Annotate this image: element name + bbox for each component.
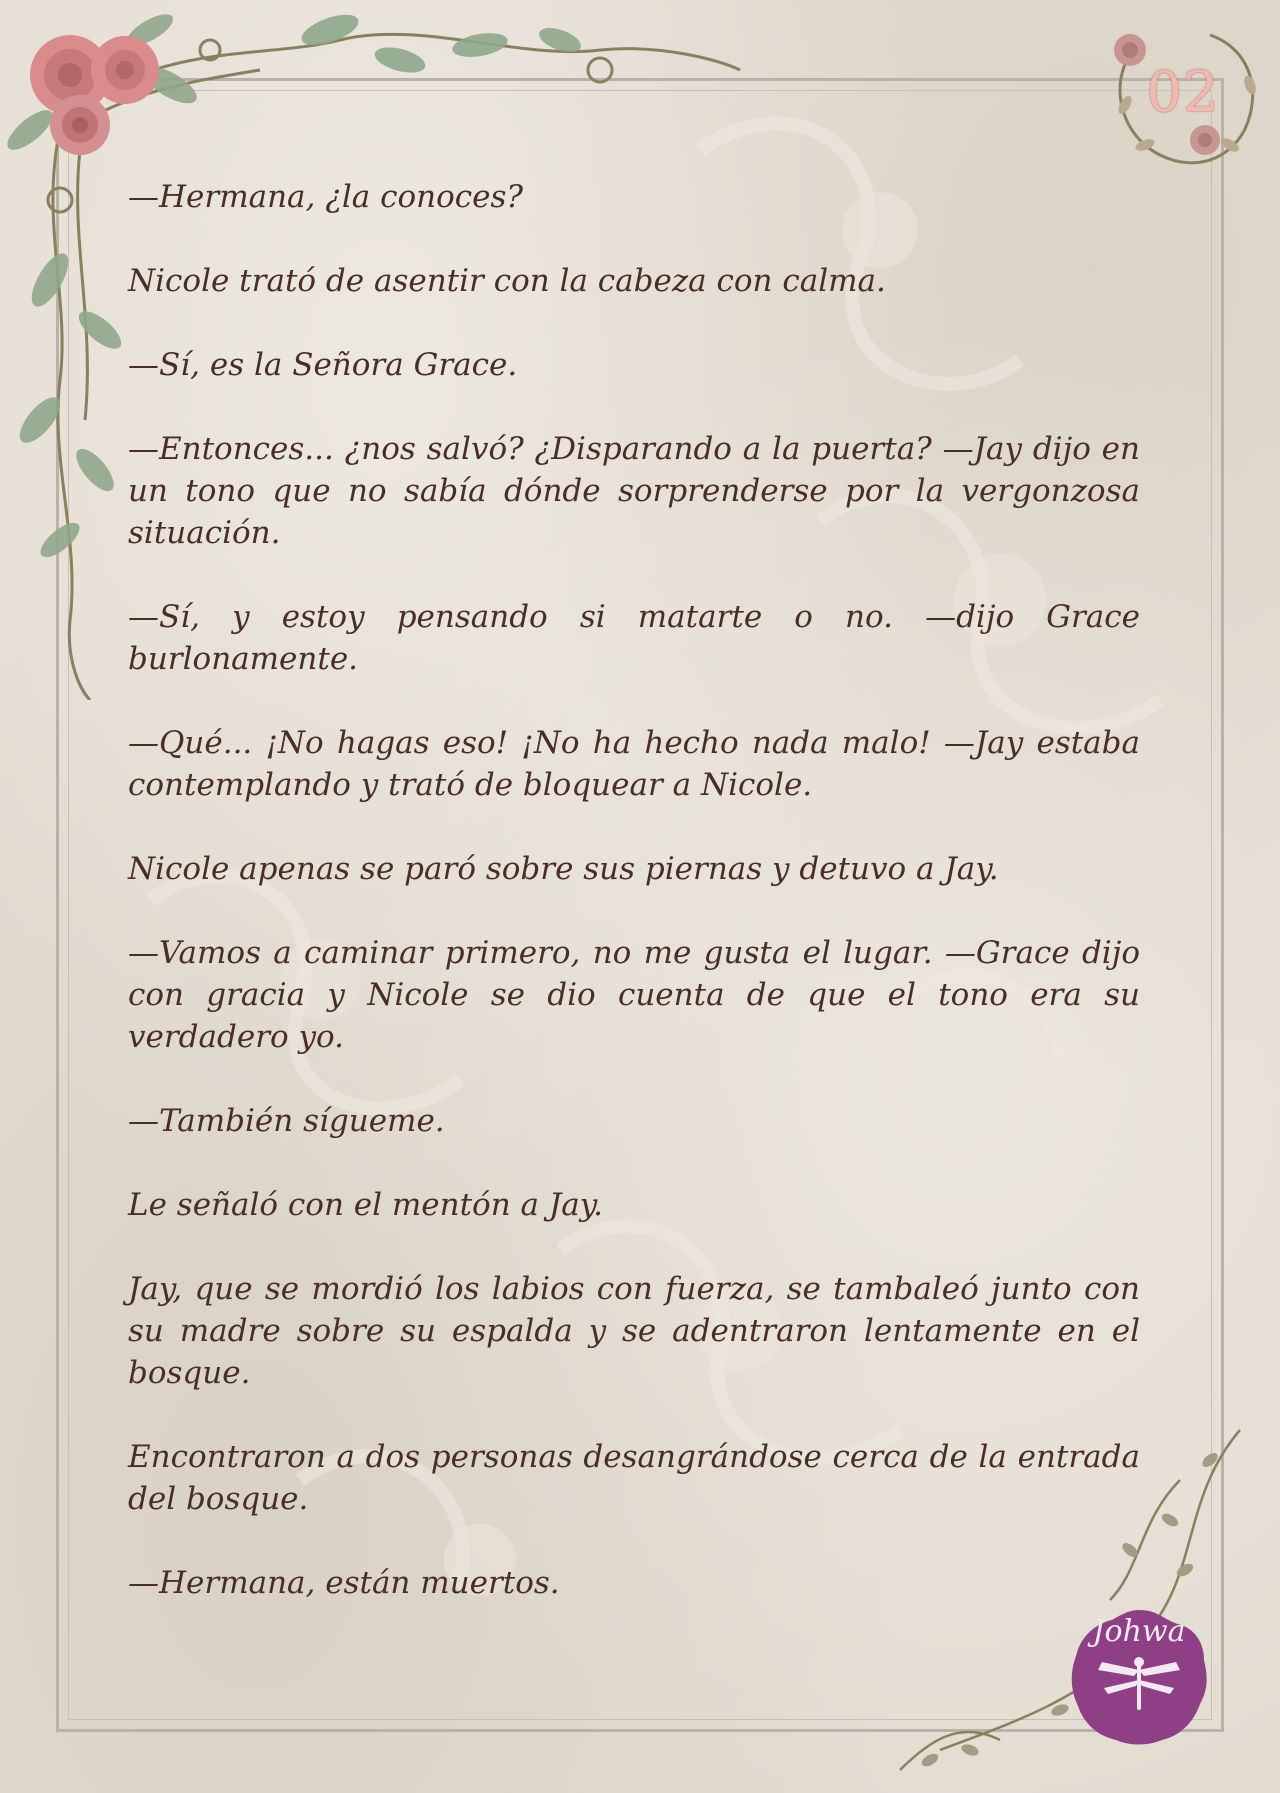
paragraph: —Sí, es la Señora Grace. <box>128 347 518 383</box>
paragraph: Jay, que se mordió los labios con fuerza, se tambaleó junto con su madre sobre su espalda y se adentraron lentamente en el bosque. <box>128 1271 1140 1391</box>
paragraph: —Qué... ¡No hagas eso! ¡No ha hecho nada malo! —Jay estaba contemplando y trató de bloquear a Nicole. <box>128 725 1140 803</box>
paragraph: —Sí, y estoy pensando si matarte o no. —dijo Grace burlonamente. <box>128 599 1140 677</box>
paragraph: —Entonces... ¿nos salvó? ¿Disparando a la puerta? —Jay dijo en un tono que no sabía dónde sorprenderse por la vergonzosa situación. <box>128 431 1140 551</box>
story-text <box>128 176 1140 1604</box>
paragraph: —También sígueme. <box>128 1103 445 1139</box>
paragraph: —Hermana, ¿la conoces? <box>128 179 523 215</box>
dragonfly-icon <box>1094 1654 1184 1714</box>
paragraph: Nicole trató de asentir con la cabeza con calma. <box>128 263 886 299</box>
page-number: 02 <box>1146 60 1220 125</box>
paragraph: Le señaló con el mentón a Jay. <box>128 1187 604 1223</box>
badge-label: Johwa <box>1092 1614 1186 1649</box>
paragraph: Encontraron a dos personas desangrándose cerca de la entrada del bosque. <box>128 1439 1140 1517</box>
paragraph: Nicole apenas se paró sobre sus piernas y detuvo a Jay. <box>128 851 999 887</box>
paragraph: —Vamos a caminar primero, no me gusta el lugar. —Grace dijo con gracia y Nicole se dio cuenta de que el tono era su verdadero yo. <box>128 935 1140 1055</box>
paragraph: —Hermana, están muertos. <box>128 1565 560 1601</box>
